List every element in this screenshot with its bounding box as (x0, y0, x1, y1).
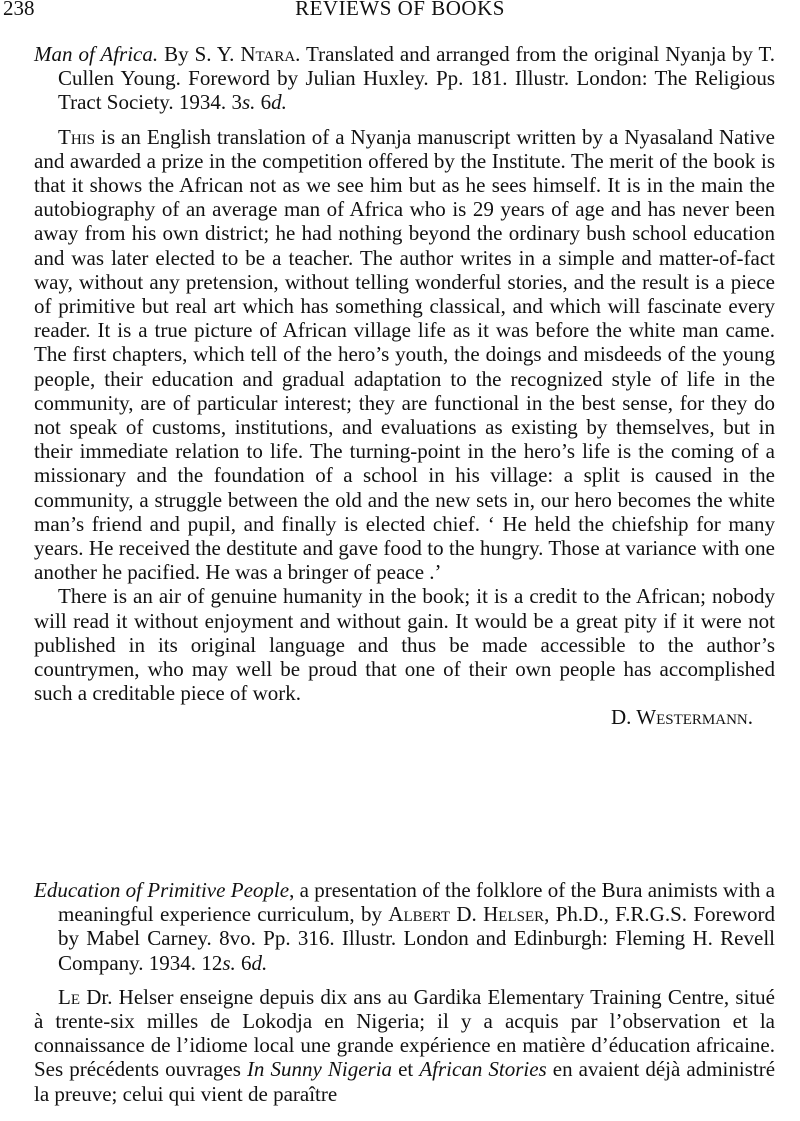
book-description: , a presentation of the folklore of the Bura animists with a meaningful experience curriculum, by (58, 878, 775, 927)
review-paragraph-1 (34, 985, 775, 1106)
cited-work-title: African Stories (419, 1057, 547, 1082)
page-number: 238 (3, 0, 35, 20)
book-author: Albert D. Helser (388, 902, 545, 927)
book-title: Education of Primitive People (34, 878, 290, 902)
book-title: Man of Africa. (34, 42, 159, 66)
price-shillings: 12 (201, 950, 223, 975)
review-header (34, 878, 775, 975)
price-pence: 6 (255, 90, 272, 115)
price-shillings: 3 (231, 90, 242, 115)
paragraph-text: et (392, 1057, 420, 1082)
paragraph-text: Dr. Helser enseigne depuis dix ans au Gardika Elementary Training Centre, situé à trente-six milles de Lokodja en Nigeria; il y a acquis par l’observation et la connaissance de l’idiome local une grande expérience en matière d’éducation africaine. Ses précédents ouvrages (34, 984, 775, 1082)
review-education-of-primitive-people (34, 878, 775, 1106)
review-paragraph-1 (34, 125, 775, 585)
price-s-unit: s. (222, 950, 236, 975)
review-man-of-africa (34, 42, 775, 730)
paragraph-text: is an English translation of a Nyanja manuscript written by a Nyasaland Native and awarded a prize in the competition offered by the Institute. The merit of the book is that it shows the African not as we see him but as he sees himself. It is in the main the autobiography of an average man of Africa who is 29 years of age and has never been away from his own district; he had nothing beyond the ordinary bush school education and was later elected to be a teacher. The author writes in a simple and matter-of-fact way, without any pretension, without telling wonderful stories, and the result is a piece of primitive but real art which has something classical, and which will fascinate every reader. It is a true picture of African village life as it was before the white man came. The first chapters, which tell of the hero’s youth, the doings and misdeeds of the young people, their education and gradual adaptation to the recognized style of life in the community, are of particular interest; they are functional in the best sense, for they do not speak of customs, institutions, and evaluations as existing by themselves, but in their immediate relation to life. The turning-point in the hero’s life is the coming of a missionary and the foundation of a school in his village: a split is caused in the community, a struggle between the old and the new sets in, our hero becomes the white man’s friend and pupil, and finally is elected chief. ‘ He held the chiefship for many years. He received the destitute and gave food to the hungry. Those at variance with one another he pacified. He was a bringer of peace .’ (34, 124, 775, 585)
lead-word: This (58, 124, 95, 149)
review-header (34, 42, 775, 115)
lead-word: Le (58, 984, 80, 1009)
price-s-unit: s. (241, 90, 256, 115)
price-d-unit: d. (271, 90, 287, 115)
book-details: . Translated and arranged from the original Nyanja by T. Cullen Young. Foreword by Julian Huxley. Pp. 181. Illustr. London: The Religious Tract Society. 1934. (58, 42, 775, 115)
cited-work-title: In Sunny Nigeria (246, 1057, 393, 1082)
price-d-unit: d. (251, 950, 268, 975)
price-pence: 6 (235, 950, 252, 975)
reviewer-signature: D. Westermann. (610, 705, 753, 730)
book-author: S. Y. Ntara (194, 42, 296, 66)
review-paragraph-2: There is an air of genuine humanity in the book; it is a credit to the African; nobody will read it without enjoyment and without gain. It would be a great pity if it were not published in its original language and thus be made accessible to the author’s countrymen, who may well be proud that one of their own people has accomplished such a creditable piece of work. (34, 584, 775, 706)
paragraph-text: en avaient déjà administré la preuve; celui qui vient de paraître (34, 1057, 776, 1106)
book-details: , Ph.D., F.R.G.S. Foreword by Mabel Carney. 8vo. Pp. 316. Illustr. London and Edinburgh: Fleming H. Revell Company. 1934. (58, 902, 776, 975)
running-title: REVIEWS OF BOOKS (295, 0, 505, 20)
by-text: By (158, 42, 195, 66)
running-head (0, 0, 800, 20)
